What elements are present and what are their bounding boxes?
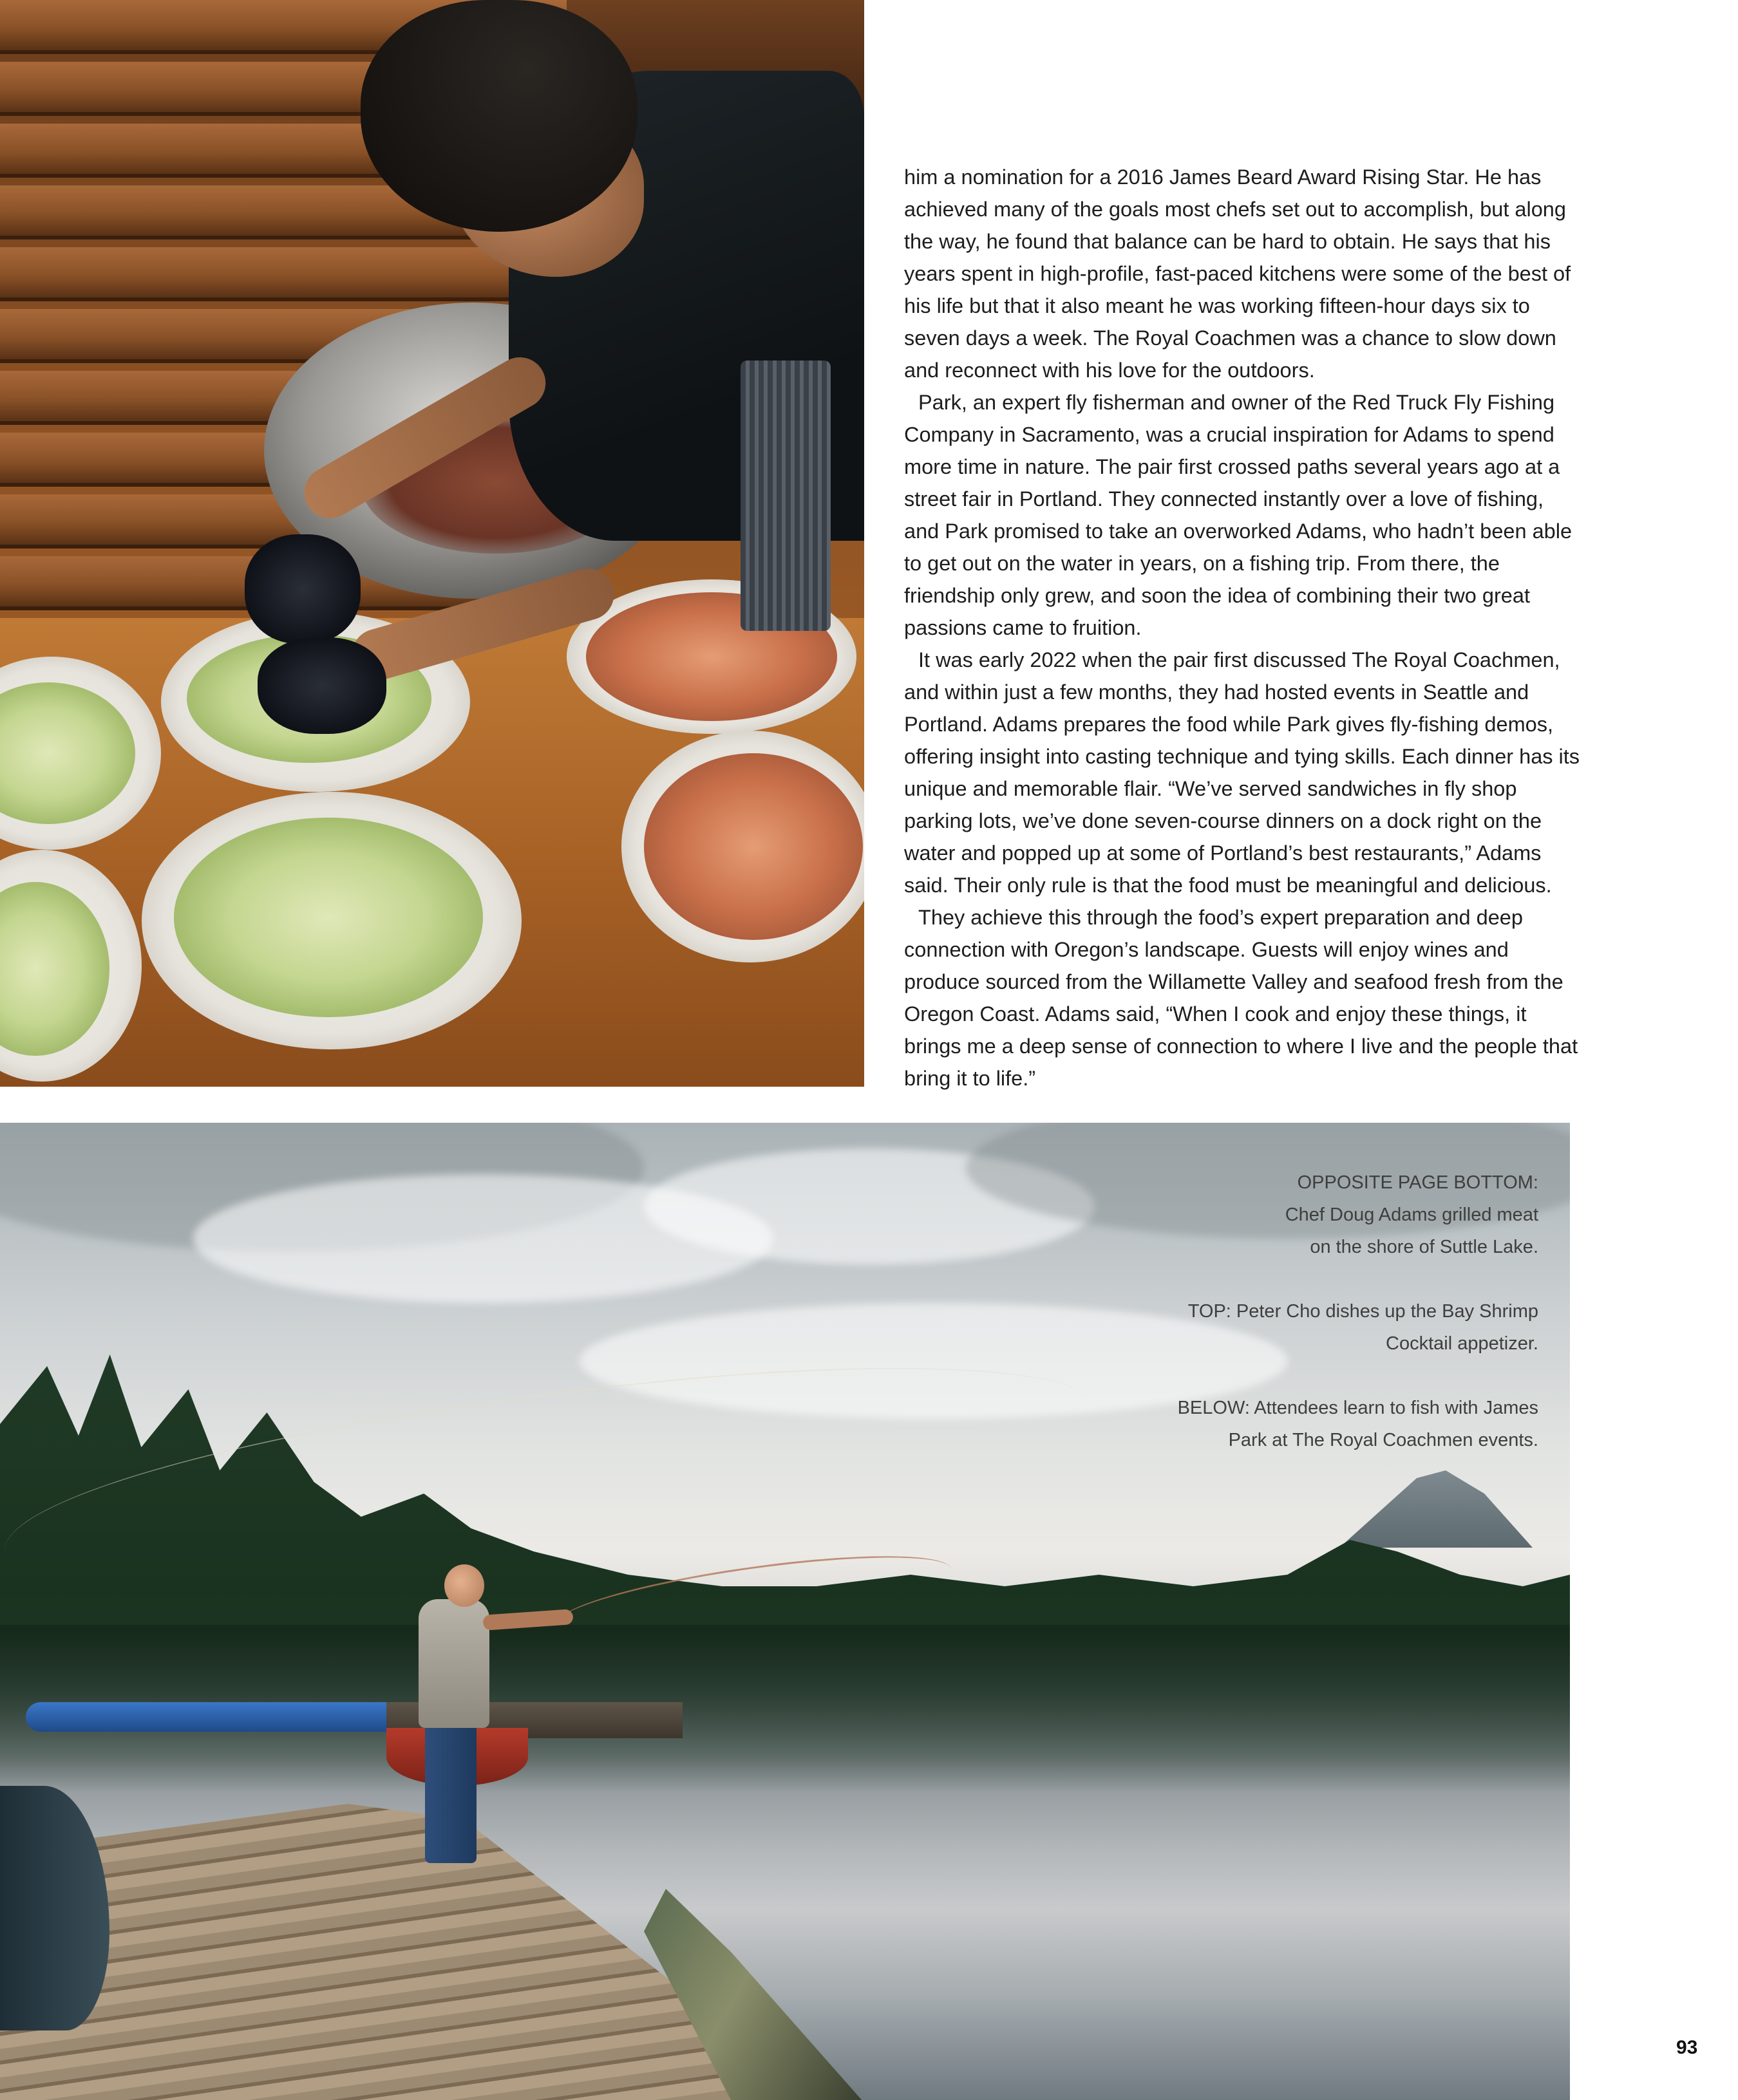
caption-line: Park at The Royal Coachmen events. [1228, 1430, 1538, 1450]
photo-chef-plating [0, 0, 864, 1087]
caption-line: Chef Doug Adams grilled meat [1285, 1205, 1538, 1225]
page-number: 93 [1676, 2037, 1698, 2058]
caption-line: BELOW: Attendees learn to fish with James [1177, 1398, 1538, 1418]
caption-below [1075, 1392, 1538, 1456]
article-body [904, 161, 1580, 1094]
article-paragraph: They achieve this through the food’s expert preparation and deep connection with Oregon’s landscape. Guests will enjoy wines and produce sourced from the Willamette Valley and seafood fresh from the Oregon Coast. Adams said, “When I cook and enjoy these things, it brings me a deep sense of connection to where I live and the people that bring it to life.” [904, 906, 1578, 1090]
caption-line: TOP: Peter Cho dishes up the Bay Shrimp [1187, 1301, 1538, 1322]
caption-top [1075, 1295, 1538, 1360]
article-paragraph: It was early 2022 when the pair first discussed The Royal Coachmen, and within just a few months, they had hosted events in Seattle and Portland. Adams prepares the food while Park gives fly-fishing demos, offering insight into casting technique and tying skills. Each dinner has its unique and memorable flair. “We’ve served sandwiches in fly shop parking lots, we’ve done seven-course dinners on a dock right on the water and popped up at some of Portland’s best restaurants,” Adams said. Their only rule is that the food must be meaningful and delicious. [904, 648, 1580, 897]
article-paragraph: him a nomination for a 2016 James Beard Award Rising Star. He has achieved many of the goals most chefs set out to accomplish, but along the way, he found that balance can be hard to obtain. He says that his years spent in high-profile, fast-paced kitchens were some of the best of his life but that it also meant he was working fifteen-hour days six to seven days a week. The Royal Coachmen was a chance to slow down and reconnect with his love for the outdoors. [904, 165, 1571, 382]
caption-line: on the shore of Suttle Lake. [1310, 1237, 1538, 1257]
caption-line: OPPOSITE PAGE BOTTOM: [1297, 1172, 1538, 1193]
article-paragraph: Park, an expert fly fisherman and owner of the Red Truck Fly Fishing Company in Sacramento, was a crucial inspiration for Adams to spend more time in nature. The pair first crossed paths several years ago at a street fair in Portland. They connected instantly over a love of fishing, and Park promised to take an overworked Adams, who hadn’t been able to get out on the water in years, on a fishing trip. From there, the friendship only grew, and soon the idea of combining their two great passions came to fruition. [904, 391, 1573, 639]
photo-captions [1075, 1167, 1538, 1488]
caption-opposite-page-bottom [1075, 1167, 1538, 1263]
caption-line: Cocktail appetizer. [1386, 1333, 1538, 1354]
